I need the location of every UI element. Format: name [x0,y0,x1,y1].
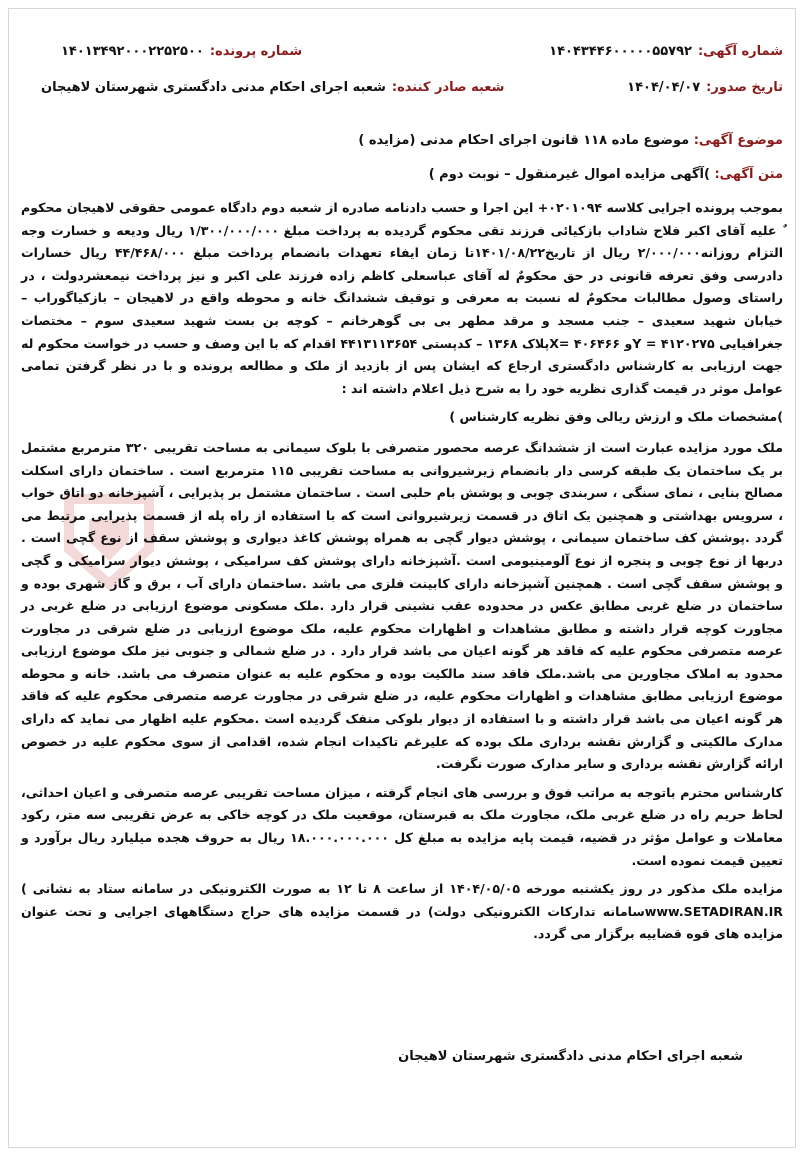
ad-number-cell [549,44,783,59]
subject-label: موضوع آگهی: [693,133,783,148]
case-number-cell [61,44,302,59]
case-number-label: شماره پرونده: [209,43,303,59]
subject-value: موضوع ماده ۱۱۸ قانون اجرای احکام مدنی (مزایده ) [358,133,690,148]
paragraph-intro: بموجب پرونده اجرایی کلاسه ۰۲۰۱۰۹۴+ این اجرا و حسب دادنامه صادره از شعبه دوم دادگاه عمومی حقوقی لاهیجان محکوم ٌ علیه آقای اکبر فلاح شاداب بازکیائی فرزند تقی محکوم گردیده به پرداخت مبلغ ۱/۳۰۰/۰۰۰/۰۰۰ ریال ودیعه و خسارت وجه التزام روزانه۲/۰۰۰/۰۰۰ ریال از تاریخ۱۴۰۱/۰۸/۲۲تا زمان ایفاء تعهدات بانضمام پرداخت مبلغ ۴۴/۴۶۸/۰۰۰ ریال خسارات دادرسی وفق تعرفه قانونی در حق محکومٌ له آقای عباسعلی کاظم زاده فرزند علی اکبر و نیز پرداخت نیمعشردولت ، در راستای وصول مطالبات محکومٌ له نسبت به معرفی و توقیف ششدانگ خانه و محوطه واقع در لاهیجان – بازکیاگوراب – خیابان شهید سعیدی – جنب مسجد و مرقد مطهر بی بی گوهرخانم – کوچه بن بست شهید سعیدی سوم – مختصات جغرافیایی ۴۱۲۰۲۷۵ = Yو ۴۰۶۴۶۶ =Xپلاک ۱۳۶۸ – کدپستی ۴۴۱۳۱۱۳۶۵۴ اقدام که با این وصف و حسب در خواست محکوم له جهت ارزیابی به کارشناس دادگستری ارجاع که ایشان پس از بازدید از ملک و مطالعه پرونده و با در نظر گرفتن تمامی عوامل موثر در قیمت گذاری نظریه خود را به شرح ذیل اعلام داشته اند : [21,200,784,396]
signature: شعبه اجرای احکام مدنی دادگستری شهرستان لاهیجان [398,1049,743,1064]
paragraph-auction-details: مزایده ملک مذکور در روز یکشنبه مورخه ۱۴۰۴/۰۵/۰۵ از ساعت ۸ تا ۱۲ به صورت الکترونیکی در سامانه ستاد به نشانی ) www.SETADIRAN.IRسامانه تدارکات الکترونیکی دولت) در قسمت مزایده های حراج دستگاههای اجرایی و تحت عنوان مزایده های قوه قضاییه برگزار می گردد. [21,881,783,942]
ad-text-line [21,167,783,189]
paragraph-valuation: کارشناس محترم باتوجه به مراتب فوق و بررسی های انجام گرفته ، میزان مساحت تقریبی عرصه متصرفی و اعیان احداثی، لحاظ حریم راه در ضلع غربی ملک، مجاورت ملک به قبرستان، موقعیت ملک در کوچه خاکی به عرض تقریبی سه متر، رکود معاملات و عوامل مؤثر در قضیه، قیمت پایه مزایده به مبلغ کل ۱۸.۰۰۰.۰۰۰.۰۰۰ ریال به حروف هجده میلیارد ریال برآورد و تعیین قیمت نموده است. [21,784,783,868]
ad-number-value: ۱۴۰۴۳۴۴۶۰۰۰۰۰۵۵۷۹۲ [549,43,692,59]
header-row-date-issuer [21,75,783,99]
subject-line [21,133,783,155]
paragraph-section-title: )مشخصات ملک و ارزش ریالی وفق نظریه کارشناس ) [449,409,783,425]
issuer-label: شعبه صادر کننده: [391,79,505,95]
issue-date-value: ۱۴۰۴/۰۴/۰۷ [627,79,701,95]
ad-text-title: )آگهی مزایده اموال غیرمنقول – نوبت دوم ) [428,167,710,182]
notice-page [8,8,796,1148]
header-row-numbers [21,39,783,63]
paragraph-property-description: ملک مورد مزایده عبارت است از ششدانگ عرصه محصور متصرفی با بلوک سیمانی به مساحت تقریبی ۳۲۰ مترمربع مشتمل بر یک ساختمان یک طبقه کرسی دار بانضمام زیرشیروانی به مساحت تقریبی ۱۱۵ مترمربع است . ساختمان دارای اسکلت مصالح بنایی ، نمای سنگی ، سربندی چوبی و پوشش بام حلبی است . ساختمان مشتمل بر پذیرایی ، آشپزخانه دو اتاق خواب ، سرویس بهداشتی و همچنین یک اتاق در قسمت زیرشیروانی است که با استفاده از راه پله از قسمت پذیرایی مرتبط می گردد .پوشش کف ساختمان سیمانی ، پوشش دیوار گچی به همراه پوشش کاغذ دیواری و پوشش سقف از نوع گچی است . دربها از نوع چوبی و پنجره از نوع آلومینیومی است .آشپزخانه دارای پوشش کف سرامیکی ، پوشش دیوار سرامیکی و گچی و پوشش سقف گچی است . همچنین آشپزخانه دارای کابینت فلزی می باشد .ساختمان دارای آب ، برق و گاز شهری بوده و ساختمان در ضلع غربی مطابق عکس در محدوده عقب نشینی قرار دارد .ملک مسکونی موضوع ارزیابی در ضلع غربی در مجاورت کوچه قرار داشته و مطابق مشاهدات و اظهارات محکوم علیه، ملک موضوع ارزیابی در ضلع شرقی در مجاورت عرصه متصرفی محکوم علیه که فاقد هر گونه اعیان می باشد قرار دارد . در ضلع شمالی و جنوبی نیز ملک موضوع ارزیابی محدود به املاک مجاورین می باشد.ملک فاقد سند مالکیت بوده و محکوم علیه به عنوان متصرف می باشد. خانه و محوطه موضوع ارزیابی مطابق مشاهدات و اظهارات محکوم علیه، در ضلع شرقی در مجاورت عرصه متصرفی محکوم علیه که فاقد هر گونه اعیان می باشد قرار داشته و با استفاده از دیوار بلوکی منفک گردیده است .محکوم علیه اظهار می نماید که دارای مدارک مالکیتی و گزارش نقشه برداری ملک بوده که علیرغم تاکیدات انجام شده، اقدامی از سوی محکوم علیه در خصوص ارائه گزارش نقشه برداری و سایر مدارک صورت نگرفت. [21,439,783,772]
issuer-value: شعبه اجرای احکام مدنی دادگستری شهرستان لاهیجان [41,79,386,95]
issue-date-label: تاریخ صدور: [706,79,783,95]
issuer-cell [41,80,504,95]
issue-date-cell [627,80,783,95]
notice-body [21,197,783,952]
ad-number-label: شماره آگهی: [697,43,783,59]
ad-text-label: متن آگهی: [714,167,783,182]
case-number-value: ۱۴۰۱۳۴۹۲۰۰۰۲۲۵۲۵۰۰ [61,43,204,59]
